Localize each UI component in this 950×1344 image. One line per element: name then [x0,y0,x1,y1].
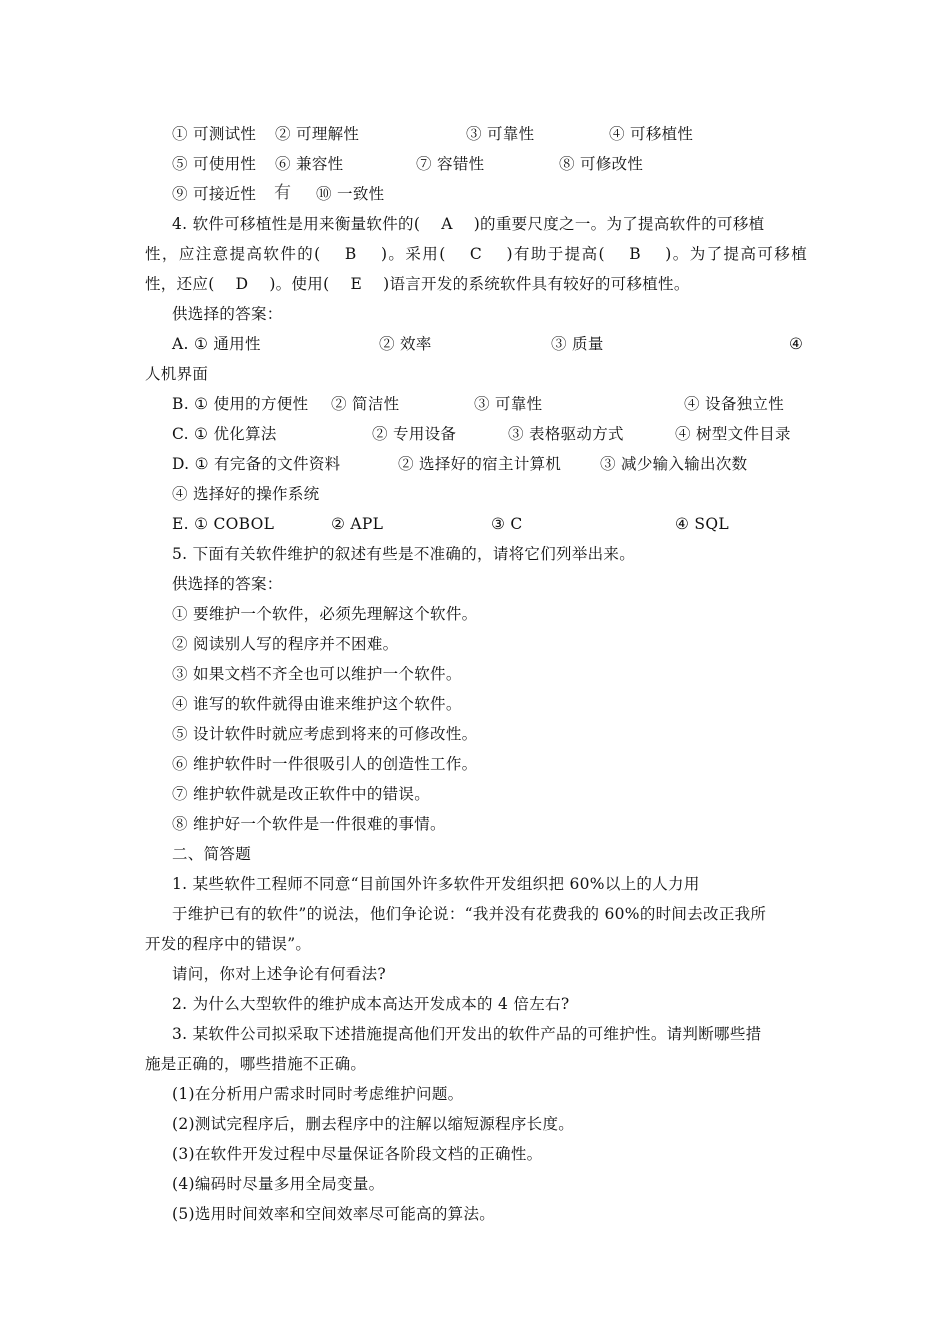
q4-c-4: ④ 树型文件目录 [675,425,791,443]
q4-a-4: ④ [789,335,804,353]
q4-b-2: ② 简洁性 [331,395,400,413]
q5-item: ④ 谁写的软件就得由谁来维护这个软件。 [172,695,462,713]
q4-a-3: ③ 质量 [551,335,604,353]
sq1-line-4: 请问，你对上述争论有何看法? [172,965,387,983]
q5-title: 5. 下面有关软件维护的叙述有些是不准确的，请将它们列举出来。 [172,545,636,563]
option-1: ① 可测试性 [172,125,257,143]
q5-item: ③ 如果文档不齐全也可以维护一个软件。 [172,665,462,683]
q4-b-1: B. ① 使用的方便性 [172,395,309,413]
q4-e-2: ② APL [331,515,384,533]
q5-item: ① 要维护一个软件，必须先理解这个软件。 [172,605,478,623]
sq1-line-1: 1. 某些软件工程师不同意“目前国外许多软件开发组织把 60%以上的人力用 [172,875,700,893]
option-5: ⑤ 可使用性 [172,155,257,173]
q5-item: ⑧ 维护好一个软件是一件很难的事情。 [172,815,446,833]
q4-a-4-wrap: 人机界面 [145,365,209,383]
q4-d-2: ② 选择好的宿主计算机 [398,455,562,473]
sq3-item: (1)在分析用户需求时同时考虑维护问题。 [172,1085,464,1103]
sq1-line-2: 于维护已有的软件”的说法，他们争论说：“我并没有花费我的 60%的时间去改正我所 [172,905,767,923]
q5-answers-label: 供选择的答案： [172,575,283,593]
q4-e-1: E. ① COBOL [172,515,275,533]
sq3-item: (3)在软件开发过程中尽量保证各阶段文档的正确性。 [172,1145,543,1163]
q4-c-3: ③ 表格驱动方式 [508,425,624,443]
q4-b-3: ③ 可靠性 [474,395,543,413]
q4-a-1: A. ① 通用性 [172,335,261,353]
option-10: ⑩ 一致性 [316,185,385,203]
q4-e-4: ④ SQL [675,515,729,533]
sq3-item: (5)选用时间效率和空间效率尽可能高的算法。 [172,1205,496,1223]
q4-d-3: ③ 减少输入输出次数 [600,455,748,473]
option-2: ② 可理解性 [275,125,360,143]
sq2: 2. 为什么大型软件的维护成本高达开发成本的 4 倍左右? [172,995,570,1013]
q4-line-2: 性，应注意提高软件的( B )。采用( C )有助于提高( B )。为了提高可移植 [145,245,807,263]
q4-c-1: C. ① 优化算法 [172,425,277,443]
sq3-line-1: 3. 某软件公司拟采取下述措施提高他们开发出的软件产品的可维护性。请判断哪些措 [172,1025,762,1043]
q5-item: ② 阅读别人写的程序并不困难。 [172,635,399,653]
option-3: ③ 可靠性 [466,125,535,143]
q5-item: ⑦ 维护软件就是改正软件中的错误。 [172,785,431,803]
q4-line-3: 性，还应( D )。使用( E )语言开发的系统软件具有较好的可移植性。 [145,275,690,293]
q4-answers-label: 供选择的答案： [172,305,283,323]
q5-item: ⑥ 维护软件时一件很吸引人的创造性工作。 [172,755,478,773]
q4-a-2: ② 效率 [379,335,432,353]
option-4: ④ 可移植性 [609,125,694,143]
q4-line-1: 4. 软件可移植性是用来衡量软件的( A )的重要尺度之一。为了提高软件的可移植 [172,215,765,233]
handwritten-mark: 有 [274,183,292,203]
q4-e-3: ③ C [491,515,523,533]
section-heading: 二、简答题 [172,845,252,863]
option-8: ⑧ 可修改性 [559,155,644,173]
q4-b-4: ④ 设备独立性 [684,395,785,413]
q4-c-2: ② 专用设备 [372,425,457,443]
sq3-item: (4)编码时尽量多用全局变量。 [172,1175,385,1193]
q4-d-4-wrap: ④ 选择好的操作系统 [172,485,320,503]
option-7: ⑦ 容错性 [416,155,485,173]
option-6: ⑥ 兼容性 [275,155,344,173]
sq1-line-3: 开发的程序中的错误”。 [145,935,312,953]
q5-item: ⑤ 设计软件时就应考虑到将来的可修改性。 [172,725,478,743]
q4-d-1: D. ① 有完备的文件资料 [172,455,341,473]
sq3-item: (2)测试完程序后，删去程序中的注解以缩短源程序长度。 [172,1115,575,1133]
option-9: ⑨ 可接近性 [172,185,257,203]
sq3-line-2: 施是正确的，哪些措施不正确。 [145,1055,367,1073]
